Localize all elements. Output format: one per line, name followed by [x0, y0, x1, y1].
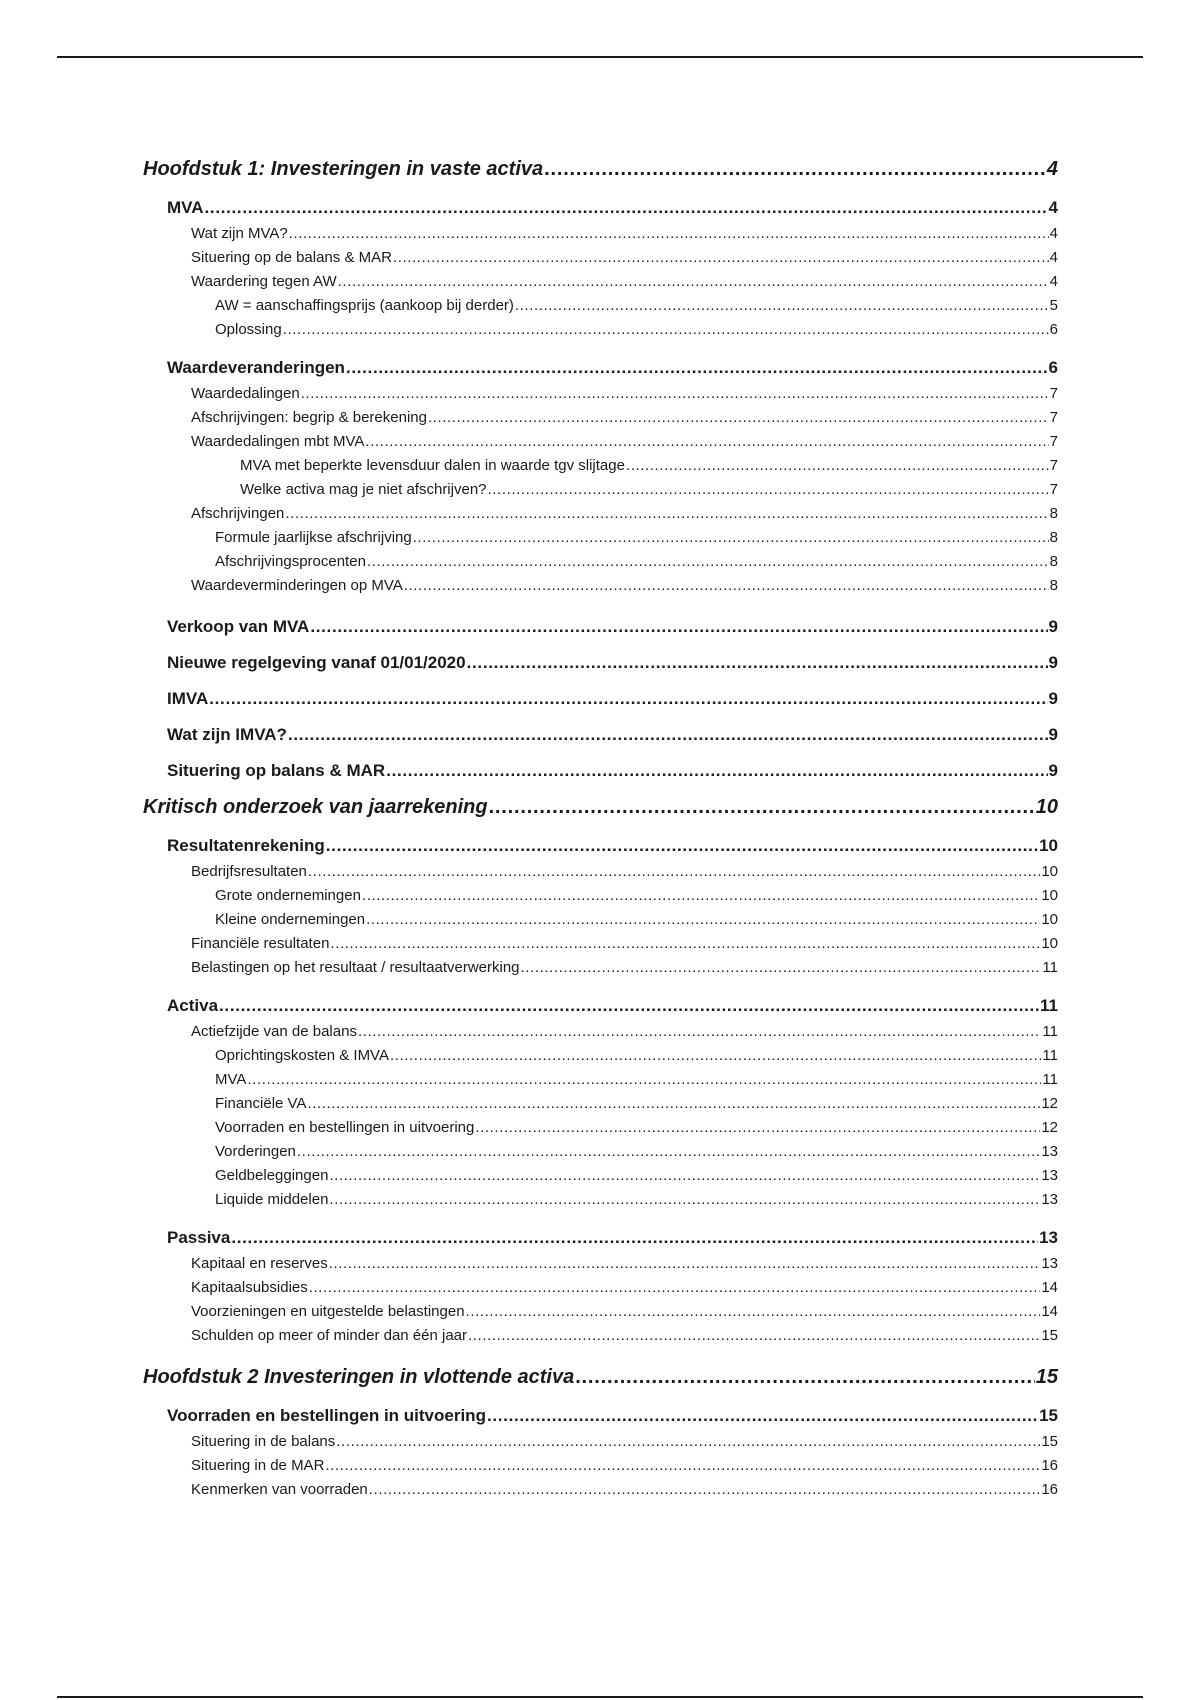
toc-entry-title: Waardering tegen AW	[191, 273, 337, 290]
toc-page-number: 11	[1042, 1023, 1058, 1040]
toc-entry-title: Afschrijvingsprocenten	[215, 553, 366, 570]
toc-dot-leader	[489, 792, 1035, 822]
toc-page-number: 11	[1040, 996, 1058, 1015]
toc-dot-leader	[285, 502, 1048, 526]
toc-page-number: 10	[1041, 887, 1058, 904]
toc-entry-level-3[interactable]	[143, 502, 1058, 526]
toc-entry-title: Afschrijvingen: begrip & berekening	[191, 409, 427, 426]
toc-entry-title: Kleine ondernemingen	[215, 911, 366, 928]
toc-page-number: 13	[1041, 1255, 1058, 1272]
toc-entry-title: Situering op balans & MAR	[167, 761, 386, 780]
toc-entry-title: Afschrijvingen	[191, 505, 285, 522]
toc-entry-title: Situering in de balans	[191, 1433, 336, 1450]
toc-entry-level-4[interactable]	[143, 1068, 1058, 1092]
table-of-contents	[143, 154, 1058, 1502]
toc-entry-title: Wat zijn MVA?	[191, 225, 288, 242]
toc-dot-leader	[283, 318, 1049, 342]
toc-entry-title: Oprichtingskosten & IMVA	[215, 1047, 389, 1064]
toc-entry-title: Kritisch onderzoek van jaarrekening	[143, 796, 488, 818]
toc-entry-title: Financiële VA	[215, 1095, 307, 1112]
toc-entry-title: Waardeveranderingen	[167, 358, 345, 377]
toc-entry-level-3[interactable]	[143, 382, 1058, 406]
toc-page-number: 7	[1049, 385, 1058, 402]
toc-entry-level-2[interactable]	[143, 612, 1058, 648]
toc-entry-level-2[interactable]	[143, 196, 1058, 222]
toc-entry-level-3[interactable]	[143, 406, 1058, 430]
toc-entry-level-3[interactable]	[143, 222, 1058, 246]
toc-entry-level-4[interactable]	[143, 1044, 1058, 1068]
toc-dot-leader	[205, 196, 1048, 220]
toc-dot-leader	[428, 406, 1049, 430]
toc-dot-leader	[367, 550, 1049, 574]
toc-page-number: 8	[1049, 577, 1058, 594]
toc-page-number: 15	[1039, 1406, 1058, 1425]
toc-entry-level-2[interactable]	[143, 756, 1058, 792]
toc-page-number: 9	[1048, 617, 1058, 636]
toc-dot-leader	[307, 1092, 1040, 1116]
toc-entry-title: Welke activa mag je niet afschrijven?	[240, 481, 487, 498]
toc-entry-level-2[interactable]	[143, 648, 1058, 684]
toc-dot-leader	[467, 648, 1048, 678]
toc-entry-level-4[interactable]	[143, 550, 1058, 574]
toc-page-number: 11	[1042, 1047, 1058, 1064]
toc-entry-level-3[interactable]	[143, 1324, 1058, 1348]
toc-dot-leader	[325, 1454, 1040, 1478]
toc-entry-level-1[interactable]	[143, 1362, 1058, 1404]
toc-dot-leader	[329, 1252, 1041, 1276]
toc-entry-title: Situering in de MAR	[191, 1457, 325, 1474]
toc-page-number: 8	[1049, 529, 1058, 546]
toc-entry-level-3[interactable]	[143, 1478, 1058, 1502]
toc-entry-title: Oplossing	[215, 321, 282, 338]
toc-dot-leader	[386, 756, 1047, 786]
toc-dot-leader	[575, 1362, 1035, 1392]
toc-dot-leader	[308, 860, 1040, 884]
toc-page-number: 7	[1049, 433, 1058, 450]
toc-entry-level-1[interactable]	[143, 154, 1058, 196]
toc-dot-leader	[326, 834, 1038, 858]
toc-dot-leader	[362, 884, 1040, 908]
toc-dot-leader	[336, 1430, 1040, 1454]
toc-page-number: 8	[1049, 553, 1058, 570]
toc-page-number: 14	[1041, 1303, 1058, 1320]
toc-entry-title: Belastingen op het resultaat / resultaatverwerking	[191, 959, 520, 976]
toc-page-number: 4	[1048, 198, 1058, 217]
toc-entry-title: Financiële resultaten	[191, 935, 330, 952]
toc-entry-level-3[interactable]	[143, 246, 1058, 270]
toc-dot-leader	[366, 908, 1040, 932]
toc-entry-title: Voorraden en bestellingen in uitvoering	[167, 1406, 486, 1425]
toc-dot-leader	[544, 154, 1046, 184]
toc-entry-level-3[interactable]	[143, 1430, 1058, 1454]
toc-page-number: 9	[1048, 761, 1058, 780]
toc-dot-leader	[487, 1404, 1038, 1428]
toc-spacer	[143, 980, 1058, 994]
toc-page-number: 11	[1042, 959, 1058, 976]
toc-page-number: 16	[1041, 1481, 1058, 1498]
toc-entry-level-3[interactable]	[143, 270, 1058, 294]
toc-page-number: 16	[1041, 1457, 1058, 1474]
toc-entry-level-4[interactable]	[143, 1092, 1058, 1116]
toc-page-number: 10	[1035, 796, 1058, 818]
toc-page-number: 4	[1049, 273, 1058, 290]
toc-entry-title: AW = aanschaffingsprijs (aankoop bij derder)	[215, 297, 514, 314]
toc-entry-title: Vorderingen	[215, 1143, 296, 1160]
toc-entry-title: Kenmerken van voorraden	[191, 1481, 368, 1498]
toc-entry-title: Voorraden en bestellingen in uitvoering	[215, 1119, 475, 1136]
toc-page-number: 12	[1041, 1119, 1058, 1136]
toc-entry-title: Hoofdstuk 2 Investeringen in vlottende activa	[143, 1366, 575, 1388]
toc-entry-title: Grote ondernemingen	[215, 887, 361, 904]
toc-dot-leader	[329, 1188, 1040, 1212]
toc-entry-level-3[interactable]	[143, 430, 1058, 454]
toc-dot-leader	[289, 222, 1049, 246]
toc-page-number: 15	[1041, 1433, 1058, 1450]
toc-entry-title: Nieuwe regelgeving vanaf 01/01/2020	[167, 653, 466, 672]
toc-entry-title: Liquide middelen	[215, 1191, 329, 1208]
toc-entry-level-3[interactable]	[143, 1020, 1058, 1044]
toc-entry-level-4[interactable]	[143, 526, 1058, 550]
toc-dot-leader	[346, 356, 1048, 380]
toc-entry-title: Waardedalingen mbt MVA	[191, 433, 365, 450]
toc-page-number: 13	[1041, 1167, 1058, 1184]
toc-entry-level-2[interactable]	[143, 684, 1058, 720]
toc-entry-title: Formule jaarlijkse afschrijving	[215, 529, 412, 546]
toc-entry-level-4[interactable]	[143, 1140, 1058, 1164]
toc-entry-title: Waardedalingen	[191, 385, 300, 402]
toc-page-number: 10	[1041, 863, 1058, 880]
toc-entry-title: Activa	[167, 996, 219, 1015]
toc-entry-title: Kapitaal en reserves	[191, 1255, 328, 1272]
toc-dot-leader	[515, 294, 1049, 318]
toc-page-number: 4	[1049, 249, 1058, 266]
toc-dot-leader	[310, 612, 1047, 642]
toc-dot-leader	[247, 1068, 1041, 1092]
toc-page-number: 12	[1041, 1095, 1058, 1112]
toc-dot-leader	[475, 1116, 1040, 1140]
toc-page-number: 10	[1041, 911, 1058, 928]
toc-entry-level-4[interactable]	[143, 1188, 1058, 1212]
toc-dot-leader	[329, 1164, 1040, 1188]
toc-dot-leader	[404, 574, 1049, 598]
toc-entry-title: Bedrijfsresultaten	[191, 863, 307, 880]
toc-dot-leader	[358, 1020, 1041, 1044]
toc-page-number: 13	[1041, 1191, 1058, 1208]
toc-entry-title: Actiefzijde van de balans	[191, 1023, 357, 1040]
toc-dot-leader	[468, 1324, 1040, 1348]
toc-entry-level-3[interactable]	[143, 1454, 1058, 1478]
toc-page-number: 11	[1042, 1071, 1058, 1088]
toc-dot-leader	[365, 430, 1048, 454]
toc-entry-level-5[interactable]	[143, 478, 1058, 502]
toc-spacer	[143, 1348, 1058, 1362]
toc-spacer	[143, 1212, 1058, 1226]
toc-dot-leader	[488, 478, 1049, 502]
toc-entry-level-2[interactable]	[143, 356, 1058, 382]
toc-entry-level-5[interactable]	[143, 454, 1058, 478]
header-rule	[57, 56, 1143, 58]
toc-entry-title: MVA	[215, 1071, 247, 1088]
toc-page-number: 15	[1041, 1327, 1058, 1344]
toc-entry-level-4[interactable]	[143, 318, 1058, 342]
toc-page-number: 8	[1049, 505, 1058, 522]
toc-page-number: 13	[1039, 1228, 1058, 1247]
toc-page-number: 14	[1041, 1279, 1058, 1296]
toc-page-number: 10	[1039, 836, 1058, 855]
toc-page-number: 13	[1041, 1143, 1058, 1160]
toc-dot-leader	[413, 526, 1049, 550]
toc-entry-title: Situering op de balans & MAR	[191, 249, 392, 266]
toc-entry-title: Resultatenrekening	[167, 836, 325, 855]
toc-entry-level-4[interactable]	[143, 884, 1058, 908]
toc-spacer	[143, 342, 1058, 356]
toc-page-number: 4	[1046, 158, 1058, 180]
toc-entry-level-3[interactable]	[143, 860, 1058, 884]
toc-entry-title: Wat zijn IMVA?	[167, 725, 287, 744]
toc-dot-leader	[393, 246, 1049, 270]
toc-entry-level-2[interactable]	[143, 720, 1058, 756]
toc-entry-level-3[interactable]	[143, 1276, 1058, 1300]
toc-entry-title: MVA	[167, 198, 204, 217]
footer-rule	[57, 1696, 1143, 1698]
toc-entry-title: Passiva	[167, 1228, 231, 1247]
toc-dot-leader	[288, 720, 1048, 750]
toc-entry-level-3[interactable]	[143, 1252, 1058, 1276]
toc-page-number: 5	[1049, 297, 1058, 314]
toc-spacer	[143, 598, 1058, 612]
toc-dot-leader	[338, 270, 1049, 294]
toc-dot-leader	[297, 1140, 1040, 1164]
toc-entry-title: IMVA	[167, 689, 209, 708]
toc-page-number: 9	[1048, 689, 1058, 708]
toc-dot-leader	[309, 1276, 1041, 1300]
toc-entry-level-2[interactable]	[143, 994, 1058, 1020]
toc-page-number: 7	[1049, 409, 1058, 426]
toc-page-number: 4	[1049, 225, 1058, 242]
toc-entry-level-4[interactable]	[143, 294, 1058, 318]
toc-dot-leader	[466, 1300, 1041, 1324]
toc-entry-title: Verkoop van MVA	[167, 617, 310, 636]
toc-entry-level-3[interactable]	[143, 574, 1058, 598]
toc-entry-title: Geldbeleggingen	[215, 1167, 329, 1184]
toc-entry-level-4[interactable]	[143, 908, 1058, 932]
toc-entry-level-3[interactable]	[143, 956, 1058, 980]
toc-page-number: 6	[1049, 321, 1058, 338]
toc-page-number: 7	[1049, 481, 1058, 498]
toc-dot-leader	[219, 994, 1039, 1018]
toc-entry-level-2[interactable]	[143, 1404, 1058, 1430]
toc-dot-leader	[626, 454, 1049, 478]
toc-dot-leader	[209, 684, 1047, 714]
toc-page-number: 10	[1041, 935, 1058, 952]
toc-page-number: 6	[1048, 358, 1058, 377]
toc-dot-leader	[231, 1226, 1038, 1250]
toc-entry-title: Voorzieningen en uitgestelde belastingen	[191, 1303, 465, 1320]
toc-entry-level-3[interactable]	[143, 1300, 1058, 1324]
toc-entry-level-1[interactable]	[143, 792, 1058, 834]
toc-dot-leader	[301, 382, 1049, 406]
toc-dot-leader	[330, 932, 1040, 956]
toc-entry-title: Kapitaalsubsidies	[191, 1279, 308, 1296]
toc-entry-title: Waardeverminderingen op MVA	[191, 577, 403, 594]
toc-entry-title: Hoofdstuk 1: Investeringen in vaste activa	[143, 158, 544, 180]
toc-dot-leader	[521, 956, 1042, 980]
toc-entry-level-4[interactable]	[143, 1164, 1058, 1188]
toc-entry-title: Schulden op meer of minder dan één jaar	[191, 1327, 468, 1344]
toc-page-number: 15	[1035, 1366, 1058, 1388]
toc-dot-leader	[369, 1478, 1041, 1502]
toc-entry-title: MVA met beperkte levensduur dalen in waarde tgv slijtage	[240, 457, 625, 474]
toc-page-number: 9	[1048, 725, 1058, 744]
toc-dot-leader	[390, 1044, 1041, 1068]
toc-entry-level-3[interactable]	[143, 932, 1058, 956]
toc-entry-level-4[interactable]	[143, 1116, 1058, 1140]
toc-page-number: 7	[1049, 457, 1058, 474]
toc-page-number: 9	[1048, 653, 1058, 672]
toc-entry-level-2[interactable]	[143, 834, 1058, 860]
toc-entry-level-2[interactable]	[143, 1226, 1058, 1252]
